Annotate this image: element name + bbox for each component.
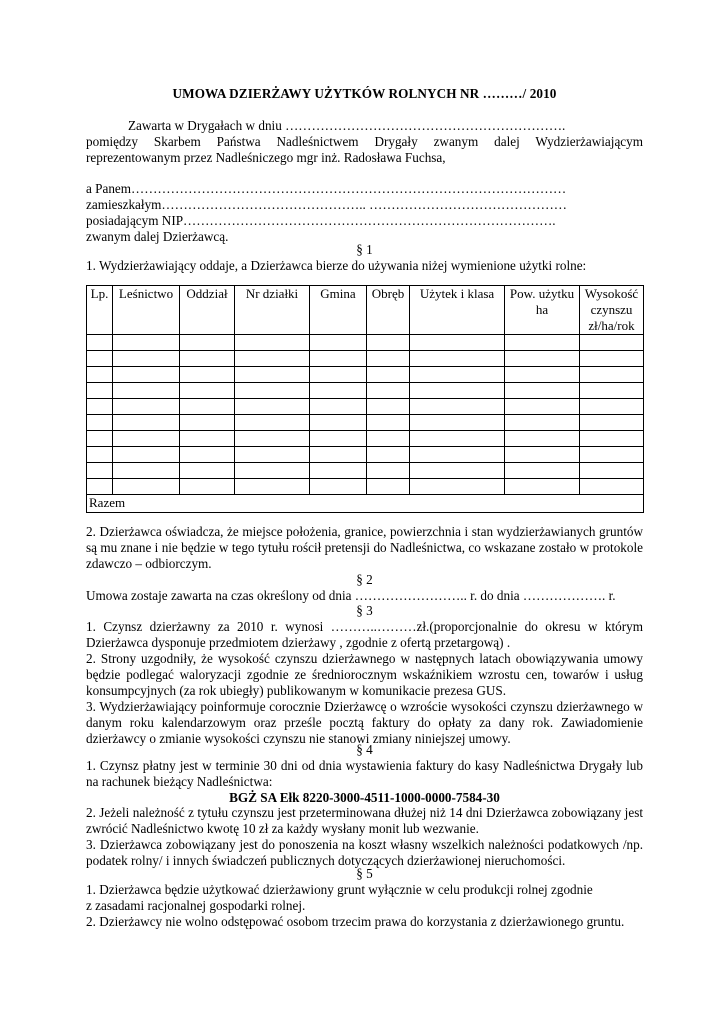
- party-nip-line: posiadającym NIP………………………………………………………………………….: [86, 213, 556, 228]
- table-cell: [113, 383, 180, 399]
- table-cell: [410, 351, 505, 367]
- section-3-paragraph-2: 2. Strony uzgodniły, że wysokość czynszu dzierżawnego w następnych latach obowiązywania umowy będzie podlegać waloryzacji zgodnie ze średniorocznym wskaźnikiem wzrostu cen, towarów i usług konsumpcyjnych (za rok ubiegły) publikowanym w komunikacie prezesa GUS.: [86, 651, 643, 698]
- table-cell: [113, 479, 180, 495]
- section-4-paragraph-2: 2. Jeżeli należność z tytułu czynszu jest przeterminowana dłużej niż 14 dni Dzierżawca zobowiązany jest zwrócić Nadleśnictwo kwotę 10 zł za każdy wysłany monit lub wezwanie.: [86, 805, 643, 836]
- table-cell: [505, 335, 580, 351]
- section-5-paragraph-1a: 1. Dzierżawca będzie użytkować dzierżawiony grunt wyłącznie w celu produkcji rolnej zgodnie: [86, 882, 593, 897]
- table-cell: [367, 383, 410, 399]
- table-header-cell: Wysokość czynszu zł/ha/rok: [580, 286, 644, 335]
- table-cell: [367, 431, 410, 447]
- table-cell: [367, 479, 410, 495]
- table-cell: [505, 447, 580, 463]
- table-cell: [580, 399, 644, 415]
- table-cell: [180, 399, 235, 415]
- table-cell: [113, 431, 180, 447]
- table-cell: [410, 447, 505, 463]
- table-cell: [87, 431, 113, 447]
- table-cell: [87, 447, 113, 463]
- table-cell: [367, 335, 410, 351]
- party-alias-line: zwanym dalej Dzierżawcą.: [86, 229, 229, 244]
- table-header-cell: Oddział: [180, 286, 235, 335]
- party-address-line: zamieszkałym……………………………………….. ………………………………………: [86, 197, 567, 212]
- table-cell: [310, 335, 367, 351]
- section-2-paragraph-1: Umowa zostaje zawarta na czas określony od dnia …………………….. r. do dnia ………………. r.: [86, 588, 616, 603]
- section-5-heading: § 5: [356, 866, 373, 881]
- table-cell: [505, 383, 580, 399]
- table-cell: [505, 367, 580, 383]
- table-cell: [410, 383, 505, 399]
- table-cell: [180, 415, 235, 431]
- table-cell: [113, 463, 180, 479]
- table-body: [87, 335, 644, 513]
- table-header-cell: Użytek i klasa: [410, 286, 505, 335]
- table-header-cell: Obręb: [367, 286, 410, 335]
- table-cell: [113, 447, 180, 463]
- table-cell: [410, 367, 505, 383]
- table-header-cell: Leśnictwo: [113, 286, 180, 335]
- table-cell: [113, 335, 180, 351]
- section-4-paragraph-3: 3. Dzierżawca zobowiązany jest do ponoszenia na koszt własny wszelkich należności podatkowych /np. podatek rolny/ i innych świadczeń publicznych dotyczących dzierżawionej nieruchomości.: [86, 837, 643, 868]
- table-cell: [580, 415, 644, 431]
- table-cell: [310, 431, 367, 447]
- table-cell: [367, 447, 410, 463]
- table-cell: [87, 479, 113, 495]
- table-row: [87, 383, 644, 399]
- intro-line-3: reprezentowanym przez Nadleśniczego mgr inż. Radosława Fuchsa,: [86, 150, 446, 165]
- table-cell: [113, 399, 180, 415]
- table-cell: [410, 415, 505, 431]
- table-row: [87, 351, 644, 367]
- section-5-paragraph-1b: z zasadami racjonalnej gospodarki rolnej.: [86, 898, 306, 913]
- table-cell: [235, 383, 310, 399]
- table-cell: [580, 447, 644, 463]
- table-cell: [580, 463, 644, 479]
- table-cell: [310, 479, 367, 495]
- table-total-row: [87, 495, 644, 513]
- section-3-paragraph-3: 3. Wydzierżawiający poinformuje corocznie Dzierżawcę o wzroście wysokości czynszu dzierżawnego w danym roku kalendarzowym oraz prześle pocztą faktury do opłaty za dany rok. Zawiadomienie dzierżawcy o zmianie wysokości czynszu nie stanowi zmiany niniejszej umowy.: [86, 699, 643, 746]
- table-cell: [87, 399, 113, 415]
- table-cell: [505, 399, 580, 415]
- table-cell: [505, 479, 580, 495]
- table-cell: [410, 463, 505, 479]
- table-header-cell: Pow. użytku ha: [505, 286, 580, 335]
- document-title: UMOWA DZIERŻAWY UŻYTKÓW ROLNYCH NR ………/ 2010: [172, 86, 557, 101]
- table-cell: [235, 463, 310, 479]
- intro-line-1: Zawarta w Drygałach w dniu ……………………………………………………….: [128, 118, 566, 133]
- table-row: [87, 447, 644, 463]
- table-cell: [580, 479, 644, 495]
- table-header-cell: Nr działki: [235, 286, 310, 335]
- table-cell: [505, 463, 580, 479]
- table-cell: [310, 351, 367, 367]
- table-row: [87, 335, 644, 351]
- table-cell: [180, 447, 235, 463]
- land-table: [86, 285, 644, 513]
- table-cell: [580, 367, 644, 383]
- table-cell: [580, 335, 644, 351]
- table-cell: [235, 447, 310, 463]
- table-row: [87, 399, 644, 415]
- table-row: [87, 367, 644, 383]
- table-cell: [235, 367, 310, 383]
- table-cell: [580, 383, 644, 399]
- table-cell: [505, 415, 580, 431]
- table-cell: [310, 383, 367, 399]
- table-cell: [310, 463, 367, 479]
- table-cell: [87, 415, 113, 431]
- section-1-paragraph-2: 2. Dzierżawca oświadcza, że miejsce położenia, granice, powierzchnia i stan wydzierżawianych gruntów są mu znane i nie będzie w tego tytułu rościł pretensji do Nadleśnictwa, co wskazane zostało w protokole zdawczo – odbiorczym.: [86, 524, 643, 571]
- table-cell: [367, 415, 410, 431]
- table-cell: [180, 335, 235, 351]
- table-cell: [367, 367, 410, 383]
- section-4-paragraph-1: 1. Czynsz płatny jest w terminie 30 dni od dnia wystawienia faktury do kasy Nadleśnictwa Drygały lub na rachunek bieżący Nadleśnictwa:: [86, 758, 643, 789]
- table-cell: [87, 351, 113, 367]
- table-cell: [310, 367, 367, 383]
- table-cell: [113, 415, 180, 431]
- table-cell: [180, 479, 235, 495]
- table-cell: [410, 335, 505, 351]
- table-cell: [87, 383, 113, 399]
- table-cell: [310, 447, 367, 463]
- section-1-paragraph-1: 1. Wydzierżawiający oddaje, a Dzierżawca bierze do używania niżej wymienione użytki rolne:: [86, 258, 587, 273]
- table-cell: [410, 399, 505, 415]
- table-cell: [505, 351, 580, 367]
- table-cell: [180, 367, 235, 383]
- table-cell: [235, 335, 310, 351]
- section-1-heading: § 1: [356, 242, 373, 257]
- table-cell: [87, 463, 113, 479]
- table-cell: [410, 431, 505, 447]
- table-cell: [87, 367, 113, 383]
- table-row: [87, 431, 644, 447]
- table-header-cell: Gmina: [310, 286, 367, 335]
- table-cell: [367, 351, 410, 367]
- section-5-paragraph-2: 2. Dzierżawcy nie wolno odstępować osobom trzecim prawa do korzystania z dzierżawionego gruntu.: [86, 914, 625, 929]
- table-cell: [235, 479, 310, 495]
- table-cell: [180, 431, 235, 447]
- table-cell: [180, 351, 235, 367]
- table-cell: [180, 383, 235, 399]
- table-cell: [235, 351, 310, 367]
- table-header-cell: Lp.: [87, 286, 113, 335]
- table-header-row: [87, 286, 644, 335]
- intro-line-2: pomiędzy Skarbem Państwa Nadleśnictwem Drygały zwanym dalej Wydzierżawiającym: [86, 134, 643, 149]
- section-2-heading: § 2: [356, 572, 373, 587]
- table-row: [87, 463, 644, 479]
- table-cell: [310, 415, 367, 431]
- section-3-paragraph-1: 1. Czynsz dzierżawny za 2010 r. wynosi ………..………zł.(proporcjonalnie do okresu w którym Dzierżawca dysponuje przedmiotem dzierżawy , zgodnie z ofertą przetargową) .: [86, 619, 643, 650]
- table-row: [87, 415, 644, 431]
- table-cell: [367, 399, 410, 415]
- bank-account-number: BGŻ SA Ełk 8220-3000-4511-1000-0000-7584-30: [229, 790, 500, 805]
- table-cell: [113, 367, 180, 383]
- party-name-line: a Panem………………………………………………………………………………………: [86, 181, 567, 196]
- table-cell: [235, 415, 310, 431]
- table-total-label: Razem: [87, 495, 644, 513]
- table-cell: [87, 335, 113, 351]
- table-cell: [410, 479, 505, 495]
- table-cell: [580, 351, 644, 367]
- section-4-heading: § 4: [356, 742, 373, 757]
- table-cell: [113, 351, 180, 367]
- table-cell: [310, 399, 367, 415]
- section-3-heading: § 3: [356, 603, 373, 618]
- table-cell: [505, 431, 580, 447]
- table-row: [87, 479, 644, 495]
- table-cell: [235, 399, 310, 415]
- table-cell: [367, 463, 410, 479]
- table-cell: [235, 431, 310, 447]
- table-cell: [580, 431, 644, 447]
- table-cell: [180, 463, 235, 479]
